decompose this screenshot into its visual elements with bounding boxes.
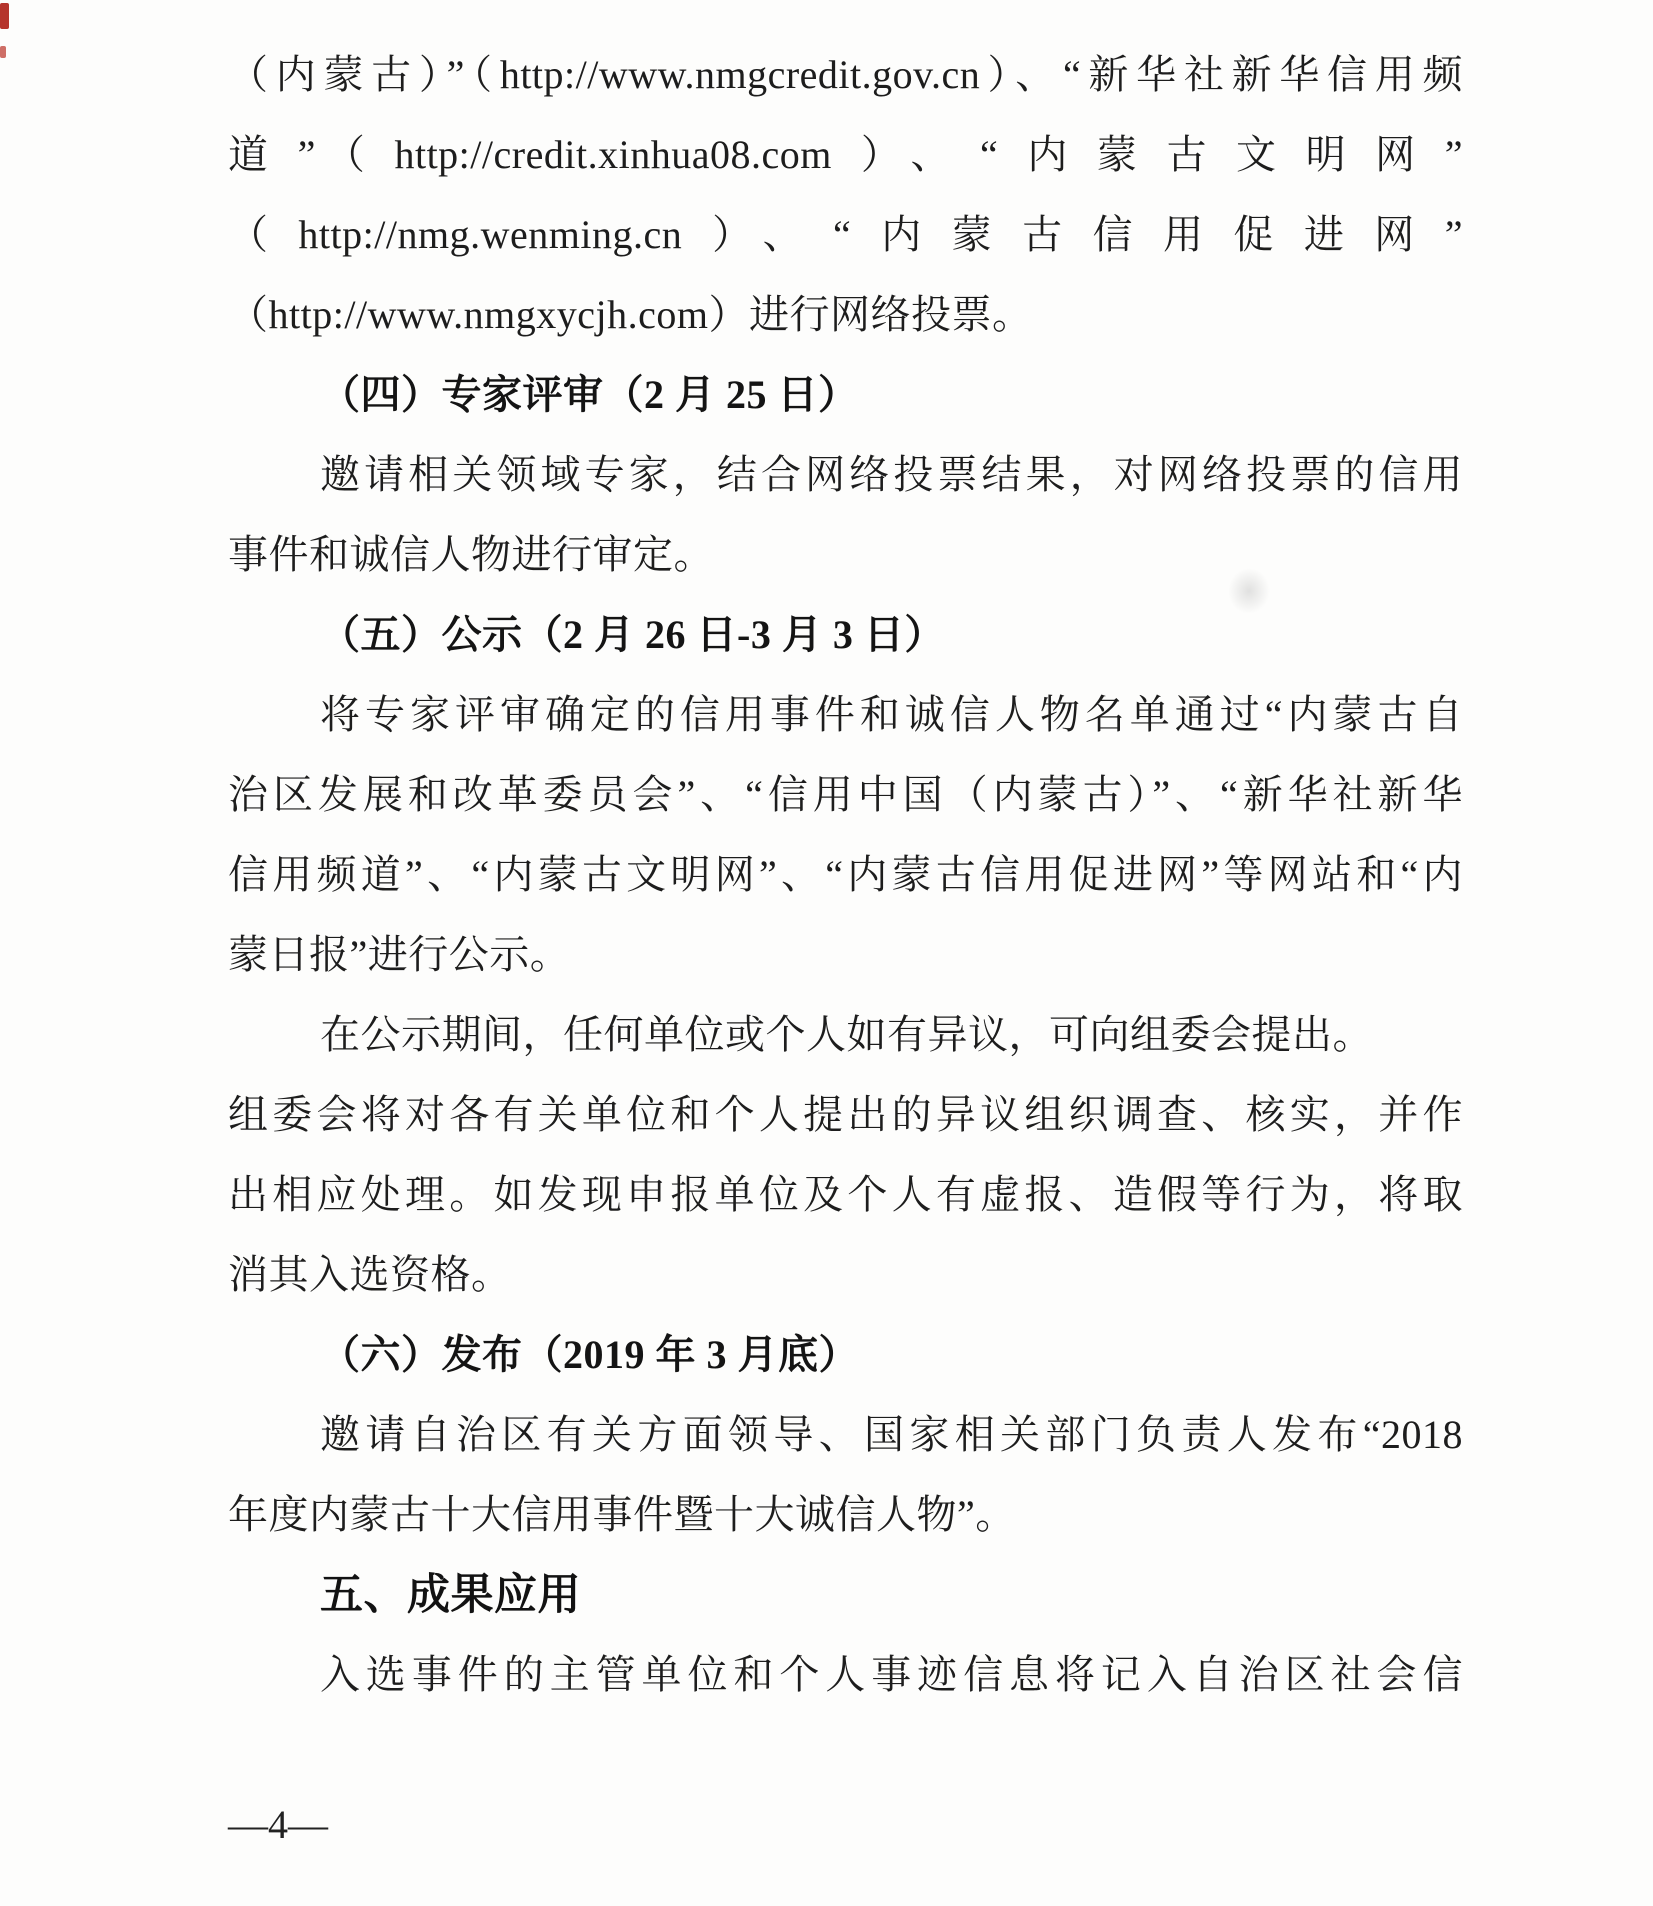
scan-artifact-red-mark-small — [0, 46, 6, 58]
text-line-publicity-3: 信用频道”、“内蒙古文明网”、“内蒙古信用促进网”等网站和“内 — [228, 852, 1463, 897]
text-line-url-xinhua: 道”（http://credit.xinhua08.com）、“内蒙古文明网” — [228, 132, 1463, 177]
text-line-release-2: 年度内蒙古十大信用事件暨十大诚信人物”。 — [228, 1492, 1016, 1537]
text-line-release-1: 邀请自治区有关方面领导、国家相关部门负责人发布“2018 — [320, 1412, 1463, 1457]
heading-section-5-publicity: （五）公示（2 月 26 日-3 月 3 日） — [320, 612, 945, 657]
document-text-block — [228, 35, 1463, 1715]
page-number: —4— — [228, 1802, 328, 1847]
text-line-url-wenming: （http://nmg.wenming.cn）、“内蒙古信用促进网” — [228, 212, 1463, 257]
heading-section-6-release: （六）发布（2019 年 3 月底） — [320, 1332, 859, 1377]
text-line-review-wrap: 事件和诚信人物进行审定。 — [228, 532, 714, 577]
heading-results-application: 五、成果应用 — [320, 1571, 581, 1619]
scan-artifact-red-mark — [0, 3, 9, 29]
text-line-objection-3: 出相应处理。如发现申报单位及个人有虚报、造假等行为，将取 — [228, 1172, 1463, 1217]
text-line-publicity-2: 治区发展和改革委员会”、“信用中国（内蒙古）”、“新华社新华 — [228, 772, 1463, 817]
text-line-publicity-4: 蒙日报”进行公示。 — [228, 932, 571, 977]
text-line-url-nmgxycjh: （http://www.nmgxycjh.com）进行网络投票。 — [228, 292, 1033, 337]
text-line-url-continuation: （内蒙古）”（http://www.nmgcredit.gov.cn）、“新华社新华信用频 — [228, 52, 1463, 97]
heading-section-4-expert-review: （四）专家评审（2 月 25 日） — [320, 372, 859, 417]
text-line-publicity-1: 将专家评审确定的信用事件和诚信人物名单通过“内蒙古自 — [320, 692, 1463, 737]
text-line-objection-2: 组委会将对各有关单位和个人提出的异议组织调查、核实，并作 — [228, 1092, 1463, 1137]
text-line-objection-4: 消其入选资格。 — [228, 1252, 512, 1297]
text-line-objection-1: 在公示期间，任何单位或个人如有异议，可向组委会提出。 — [320, 1012, 1373, 1057]
text-line-invite-experts: 邀请相关领域专家，结合网络投票结果，对网络投票的信用 — [320, 452, 1463, 497]
text-line-results-1: 入选事件的主管单位和个人事迹信息将记入自治区社会信 — [320, 1652, 1463, 1697]
